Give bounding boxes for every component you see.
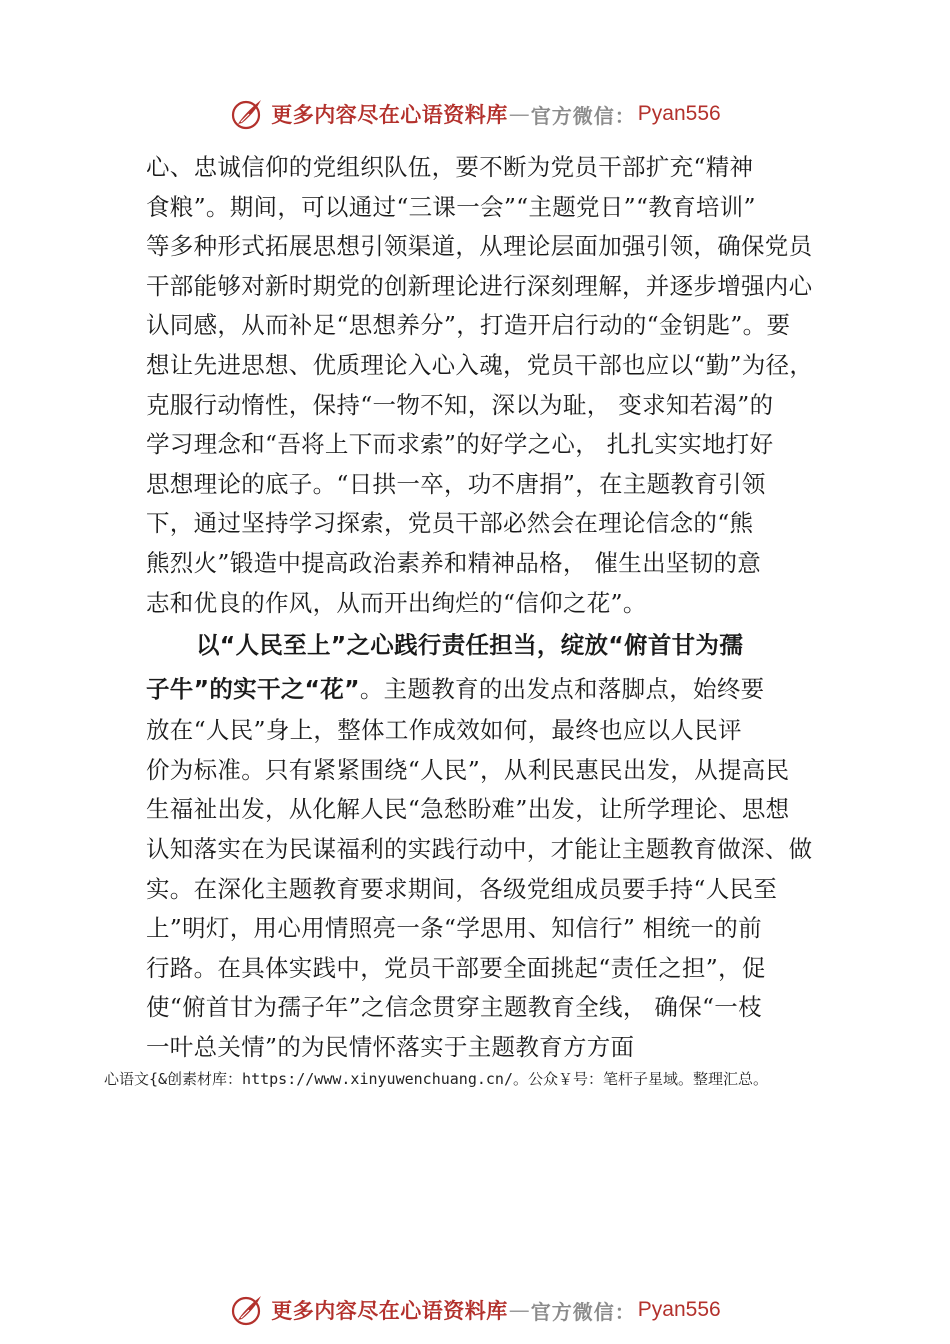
text-line: 思想理论的底子。“日拱一卒，功不唐捐”，在主题教育引领 <box>146 469 766 498</box>
paragraph-people <box>146 623 834 1067</box>
text-line: 克服行动惰性，保持“一物不知，深以为耻， 变求知若渴”的 <box>146 390 774 419</box>
text-line: 等多种形式拓展思想引领渠道，从理论层面加强引领，确保党员 <box>146 232 813 261</box>
document-body <box>146 148 834 1067</box>
text-line: 干部能够对新时期党的创新理论进行深刻理解，并逐步增强内心 <box>146 271 813 300</box>
banner-title: 更多内容尽在心语资料库 <box>271 1298 508 1323</box>
banner-wechat-label: 官方微信： <box>530 103 636 128</box>
text-line: 想让先进思想、优质理论入心入魂，党员干部也应以“勤”为径， <box>146 350 814 379</box>
text-line: 上”明灯，用心用情照亮一条“学思用、知信行” 相统一的前 <box>146 914 762 943</box>
text-line: 认知落实在为民谋福利的实践行动中，才能让主题教育做深、做 <box>146 834 813 863</box>
text-line: 食粮”。期间，可以通过“三课一会”“主题党日”“教育培训” <box>146 192 756 221</box>
text-line: 学习理念和“吾将上下而求索”的好学之心， 扎扎实实地打好 <box>146 430 774 459</box>
text-line: 熊烈火”锻造中提高政治素养和精神品格， 催生出坚韧的意 <box>146 548 762 577</box>
banner-dash: — <box>508 1298 530 1322</box>
text-line: 认同感，从而补足“思想养分”，打造开启行动的“金钥匙”。要 <box>146 311 791 340</box>
banner-wechat-label: 官方微信： <box>530 1299 636 1324</box>
text-line: 下，通过坚持学习探索，党员干部必然会在理论信念的“熊 <box>146 509 754 538</box>
bottom-banner <box>0 1288 950 1332</box>
text-line: 使“俯首甘为孺子年”之信念贯穿主题教育全线， 确保“一枝 <box>146 993 762 1022</box>
text-line: 实。在深化主题教育要求期间，各级党组成员要手持“人民至 <box>146 874 778 903</box>
text-line: 生福祉出发，从化解人民“急愁盼难”出发，让所学理论、思想 <box>146 795 790 824</box>
paragraph-faith <box>146 148 834 623</box>
text-line: 放在“人民”身上，整体工作成效如何，最终也应以人民评 <box>146 716 742 745</box>
quill-logo-icon <box>229 1292 265 1328</box>
text-line: 心、忠诚信仰的党组织队伍，要不断为党员干部扩充“精神 <box>146 153 754 181</box>
heading-continuation-line <box>146 667 834 711</box>
banner-dash: — <box>508 102 530 126</box>
banner-wechat-id: Pyan556 <box>637 1298 721 1321</box>
banner-wechat-id: Pyan556 <box>637 102 721 125</box>
top-banner <box>0 92 950 136</box>
text-line: 价为标准。只有紧紧围绕“人民”，从利民惠民出发，从提高民 <box>146 755 790 784</box>
quill-logo-icon <box>229 96 265 132</box>
section-heading: 以“人民至上”之心践行责任担当，绽放“俯首甘为孺 <box>196 631 744 660</box>
text-line: 行路。在具体实践中，党员干部要全面挑起“责任之担”，促 <box>146 953 766 982</box>
banner-title: 更多内容尽在心语资料库 <box>271 102 508 127</box>
text-line: 一叶总关情”的为民情怀落实于主题教育方方面 <box>146 1032 635 1061</box>
text-line-rest: 。主题教育的出发点和落脚点，始终要 <box>359 675 765 704</box>
section-heading-tail: 子牛”的实干之“花” <box>146 675 360 704</box>
text-line: 志和优良的作风，从而开出绚烂的“信仰之花”。 <box>146 588 647 617</box>
source-note: 心语文{&创素材库：https://www.xinyuwenchuang.cn/。公众￥号：笔杆子星域。整理汇总。 <box>104 1070 768 1088</box>
